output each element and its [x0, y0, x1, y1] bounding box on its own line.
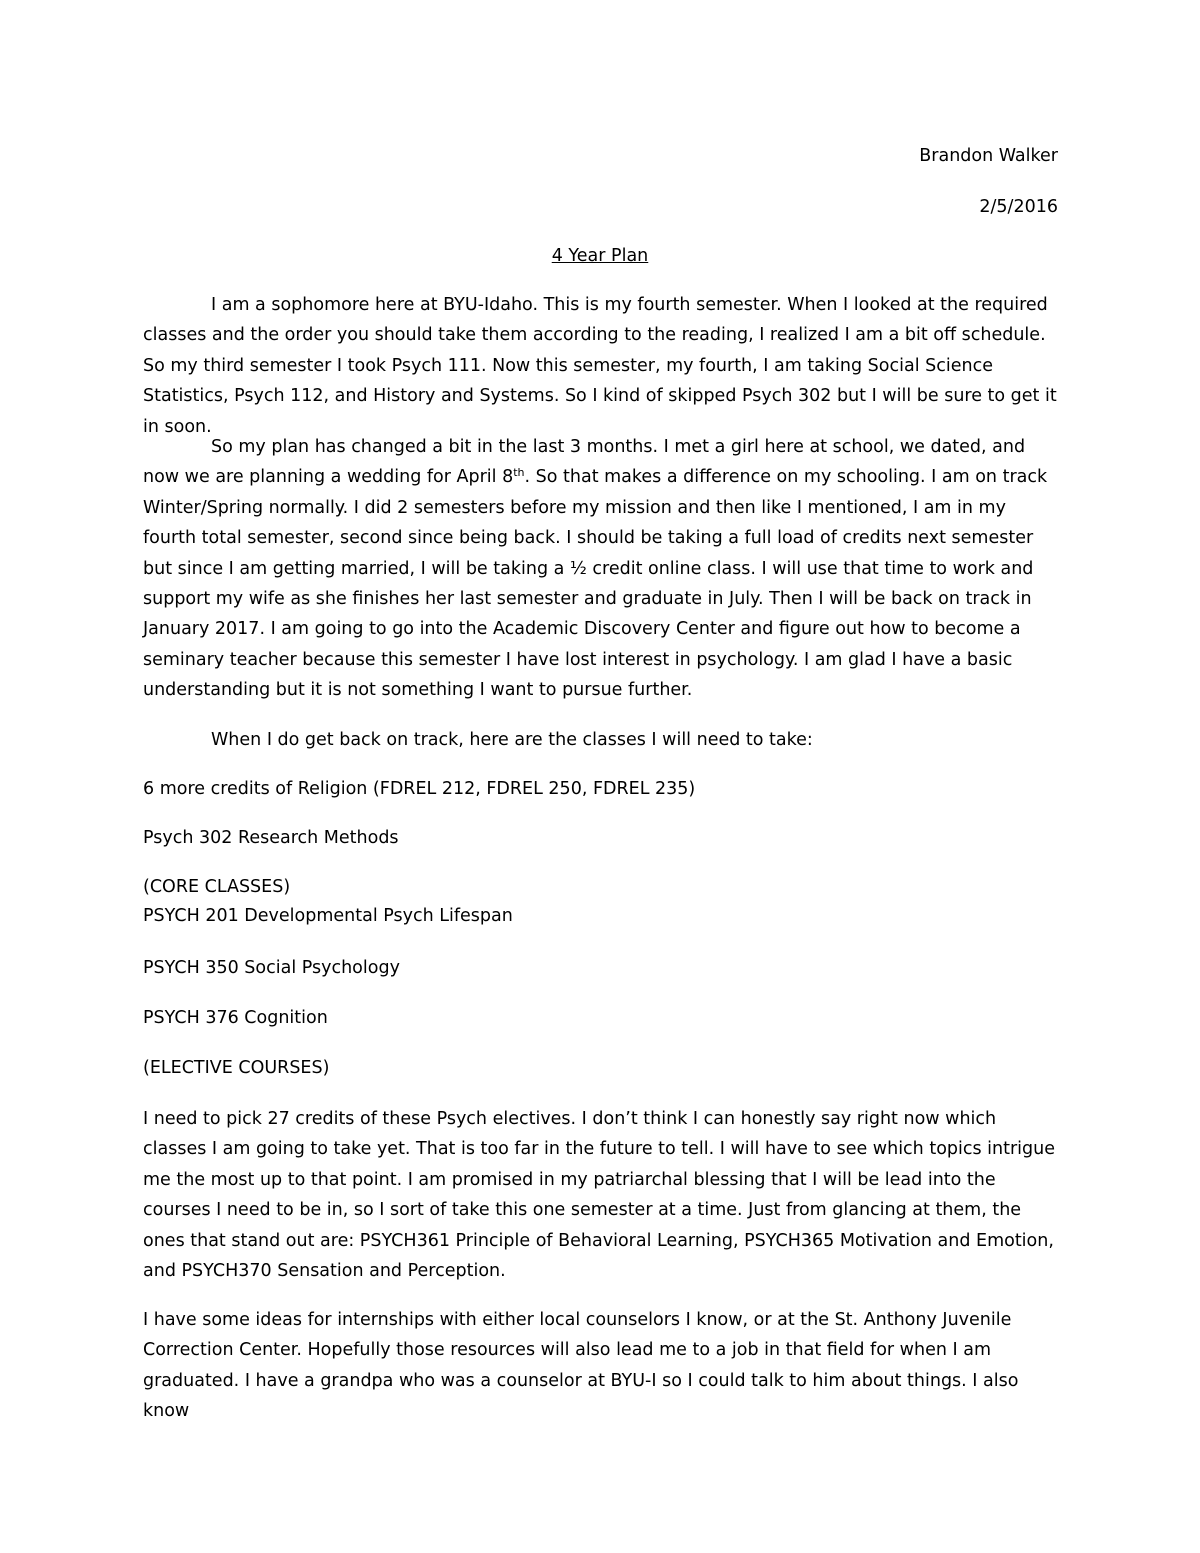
class-psych350 — [143, 953, 1063, 983]
paragraph-text: I need to pick 27 credits of these Psych electives. I don’t think I can honestly say right now which classes I am going to take yet. That is too far in the future to tell. I will have to see which topics intrigue me the most up to that point. I am promised in my patriarchal blessing that I will be lead into the courses I need to be in, so I sort of take this one semester at a time. Just from glancing at them, the ones that stand out are: PSYCH361 Principle of Behavioral Learning, PSYCH365 Motivation and Emotion, and PSYCH370 Sensation and Perception. — [143, 1109, 1056, 1282]
elective-heading-block — [143, 1053, 1063, 1083]
paragraph-intro — [143, 290, 1063, 442]
class-line: Psych 302 Research Methods — [143, 828, 399, 848]
paragraph-plan-change — [143, 432, 1063, 706]
class-line: PSYCH 201 Developmental Psych Lifespan — [143, 906, 513, 926]
document-title: 4 Year Plan — [551, 246, 649, 266]
paragraph-text: When I do get back on track, here are the classes I will need to take: — [211, 730, 813, 750]
paragraph-electives — [143, 1104, 1063, 1286]
paragraph-text: I have some ideas for internships with either local counselors I know, or at the St. Anthony Juvenile Correction Center. Hopefully those resources will also lead me to a job in that field for when I am graduated. I have a grandpa who was a counselor at BYU-I so I could talk to him about things. I also know — [143, 1310, 1019, 1422]
paragraph-text: I am a sophomore here at BYU-Idaho. This is my fourth semester. When I looked at the required classes and the order you should take them according to the reading, I realized I am a bit off schedule. So my third semester I took Psych 111. Now this semester, my fourth, I am taking Social Science Statistics, Psych 112, and History and Systems. So I kind of skipped Psych 302 but I will be sure to get it in soon. — [143, 295, 1057, 437]
ordinal-superscript: th — [513, 466, 525, 480]
paragraph-text-part: So my plan has changed a bit in the last 3 months. I met a girl here at school, we dated, and now we are planning a wedding for April 8 — [143, 437, 1026, 488]
core-classes-heading: (CORE CLASSES) — [143, 877, 291, 897]
class-psych376 — [143, 1003, 1063, 1033]
paragraph-text — [143, 432, 1063, 706]
author-name: Brandon Walker — [919, 146, 1058, 166]
class-line: 6 more credits of Religion (FDREL 212, FDREL 250, FDREL 235) — [143, 779, 696, 799]
class-religion — [143, 774, 1063, 804]
paragraph-classes-intro — [143, 725, 1063, 755]
class-line: PSYCH 376 Cognition — [143, 1008, 328, 1028]
core-classes-block — [143, 873, 1063, 931]
document-date: 2/5/2016 — [979, 197, 1058, 217]
paragraph-internships — [143, 1305, 1063, 1427]
elective-courses-heading: (ELECTIVE COURSES) — [143, 1058, 330, 1078]
paragraph-text-part: . So that makes a difference on my schooling. I am on track Winter/Spring normally. I did 2 semesters before my mission and then like I mentioned, I am in my fourth total semester, second since being back. I should be taking a full load of credits next semester but since I am getting married, I will be taking a ½ credit online class. I will use that time to work and support my wife as she finishes her last semester and graduate in July. Then I will be back on track in January 2017. I am going to go into the Academic Discovery Center and figure out how to become a seminary teacher because this semester I have lost interest in psychology. I am glad I have a basic understanding but it is not something I want to pursue further. — [143, 467, 1048, 701]
class-line: PSYCH 350 Social Psychology — [143, 958, 400, 978]
class-psych302 — [143, 823, 1063, 853]
